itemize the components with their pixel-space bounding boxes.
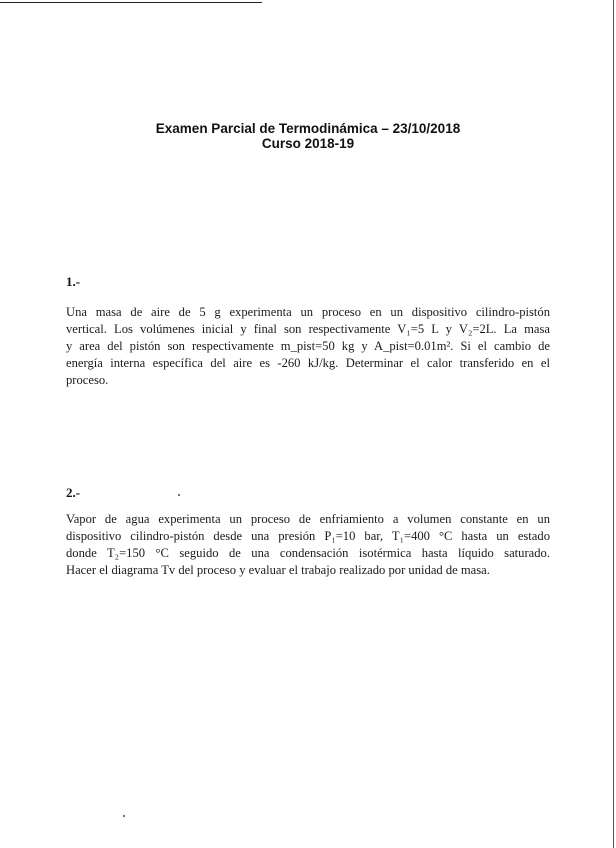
scan-top-line xyxy=(0,2,262,3)
question-1-text xyxy=(66,304,550,389)
question-2-text xyxy=(66,511,550,579)
question-1-line: y area del pistón son respectivamente m_pist=50 kg y A_pist=0.01m². Si el cambio de xyxy=(66,339,550,353)
question-1-line: Una masa de aire de 5 g experimenta un proceso en un dispositivo cilindro-pistón xyxy=(66,305,550,319)
question-1-line: proceso. xyxy=(66,373,109,387)
question-2-number: 2.- xyxy=(66,485,81,500)
question-2-line: Hacer el diagrama Tv del proceso y evaluar el trabajo realizado por unidad de masa. xyxy=(66,563,490,577)
course-year: Curso 2018-19 xyxy=(261,136,355,151)
exam-title: Examen Parcial de Termodinámica – 23/10/2018 xyxy=(155,121,461,136)
question-2-line: Vapor de agua experimenta un proceso de enfriamiento a volumen constante en un xyxy=(66,512,550,526)
scan-speck xyxy=(123,815,125,817)
question-1-line: energía interna específica del aire es -260 kJ/kg. Determinar el calor transferido en el xyxy=(66,356,550,370)
question-2-line: dispositivo cilindro-pistón desde una presión P₁=10 bar, T₁=400 °C hasta un estado xyxy=(66,529,550,543)
question-1-line: vertical. Los volúmenes inicial y final son respectivamente V₁=5 L y V₂=2L. La masa xyxy=(66,322,550,336)
scan-speck xyxy=(178,494,180,496)
question-1-number: 1.- xyxy=(66,274,81,289)
question-2-line: donde T₂=150 °C seguido de una condensación isotérmica hasta líquido saturado. xyxy=(66,546,550,560)
